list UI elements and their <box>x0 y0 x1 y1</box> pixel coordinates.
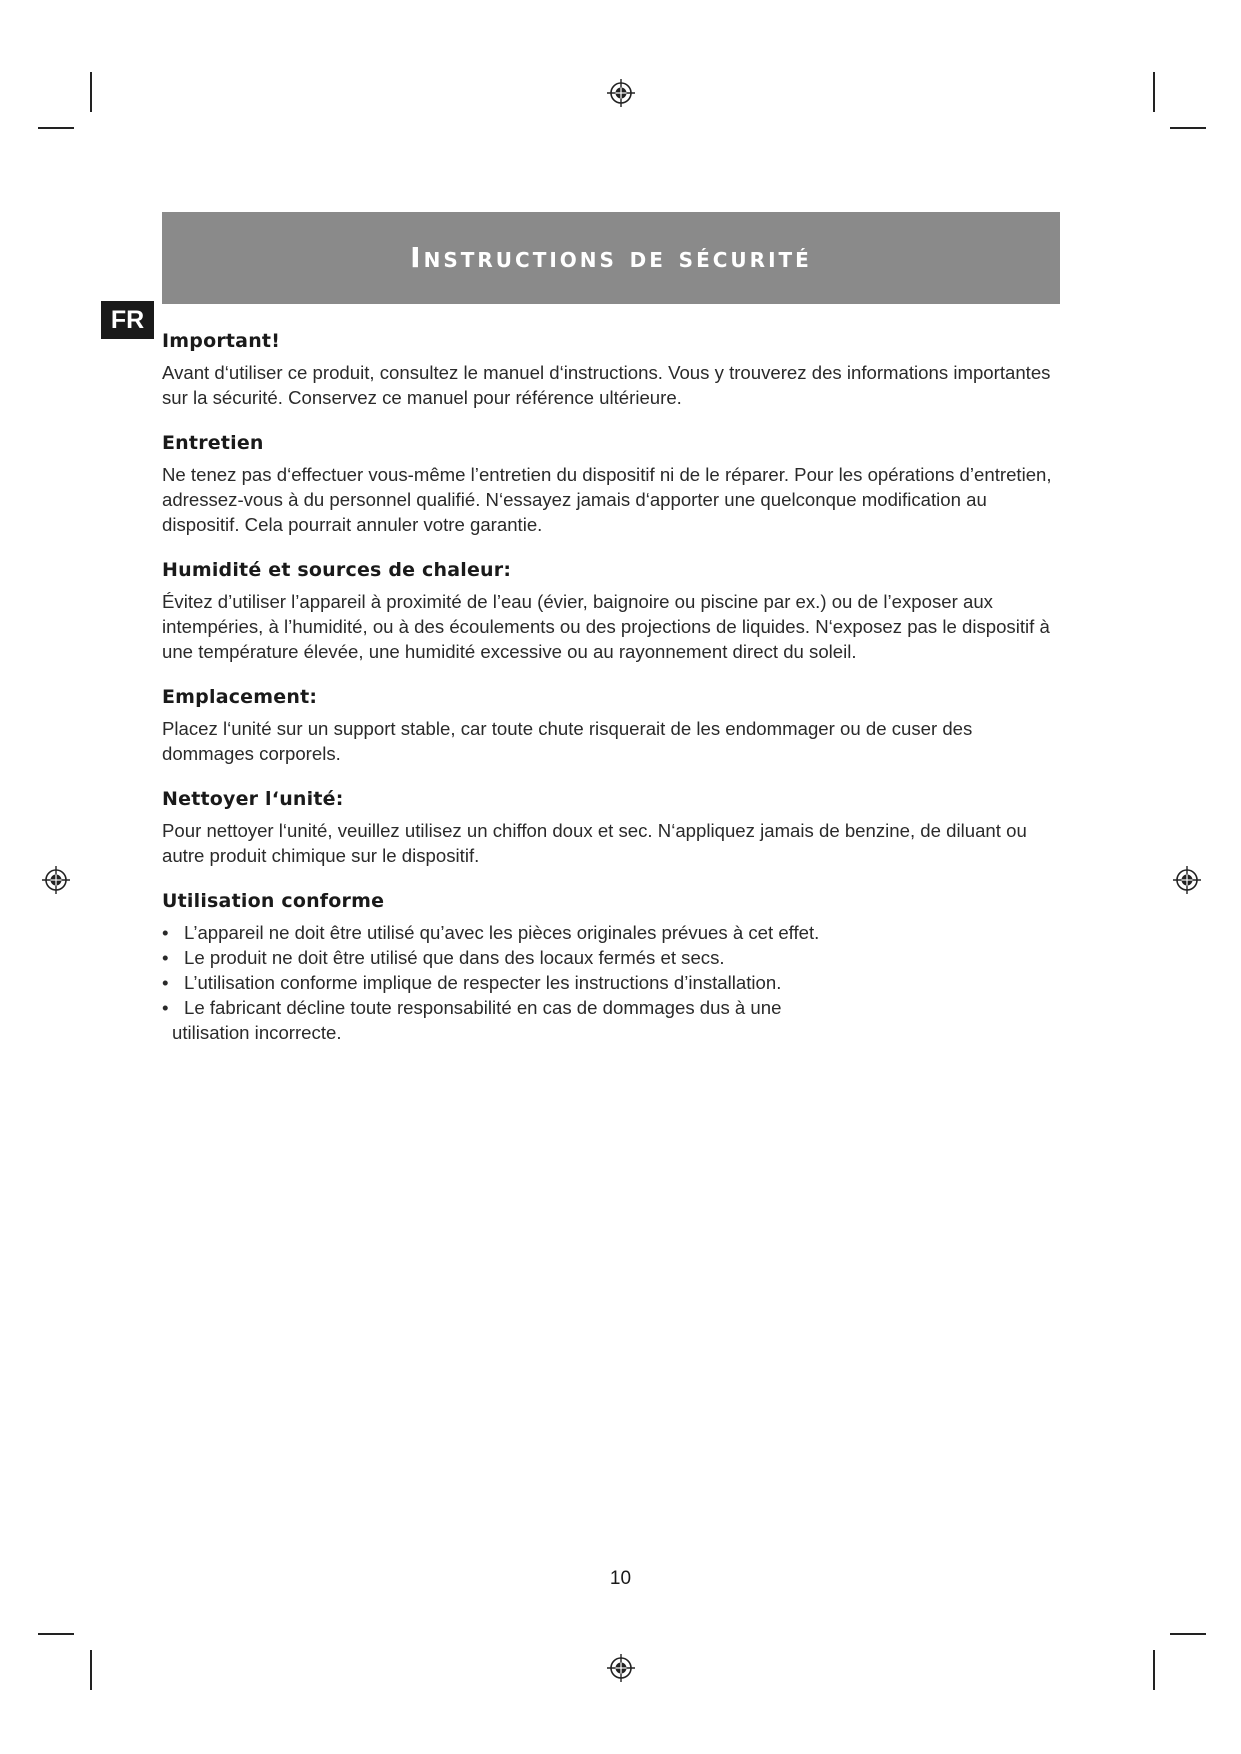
intended-use-list <box>162 920 852 1045</box>
section-cleaning <box>162 788 1062 868</box>
crop-mark-bottom-left-vertical <box>90 1650 92 1690</box>
language-tab: FR <box>101 301 154 339</box>
section-heading: Utilisation conforme <box>162 890 385 912</box>
list-item <box>162 995 852 1045</box>
bullet-icon: • <box>162 947 169 968</box>
registration-mark-top-icon <box>606 78 636 108</box>
crop-mark-top-left-vertical <box>90 72 92 112</box>
section-text: Placez l‘unité sur un support stable, car toute chute risquerait de les endommager ou de cuser des dommages corporels. <box>162 718 973 764</box>
page-title: Instructions de sécurité <box>410 241 812 274</box>
section-heading: Important! <box>162 330 281 352</box>
section-heading: Humidité et sources de chaleur: <box>162 559 512 581</box>
section-text: Avant d‘utiliser ce produit, consultez le manuel d‘instructions. Vous y trouverez des informations importantes sur la sécurité. Conservez ce manuel pour référence ultérieure. <box>162 362 1051 408</box>
crop-mark-bottom-right-vertical <box>1153 1650 1155 1690</box>
registration-mark-right-icon <box>1172 865 1202 895</box>
crop-mark-bottom-right-horizontal <box>1170 1633 1206 1635</box>
bullet-icon: • <box>162 997 169 1018</box>
list-item-text: Le produit ne doit être utilisé que dans des locaux fermés et secs. <box>184 947 725 968</box>
bullet-icon: • <box>162 922 169 943</box>
section-important <box>162 330 1062 410</box>
crop-mark-top-right-horizontal <box>1170 127 1206 129</box>
page-title-bar <box>162 212 1060 304</box>
crop-mark-top-left-horizontal <box>38 127 74 129</box>
section-placement <box>162 686 1062 766</box>
section-heading: Entretien <box>162 432 264 454</box>
page-number: 10 <box>609 1568 632 1589</box>
section-humidity-heat <box>162 559 1062 664</box>
crop-mark-bottom-left-horizontal <box>38 1633 74 1635</box>
list-item <box>162 920 852 945</box>
registration-mark-left-icon <box>41 865 71 895</box>
list-item <box>162 945 852 970</box>
bullet-icon: • <box>162 972 169 993</box>
section-heading: Nettoyer l‘unité: <box>162 788 344 810</box>
list-item-text: L’appareil ne doit être utilisé qu’avec les pièces originales prévues à cet effet. <box>184 922 820 943</box>
section-heading: Emplacement: <box>162 686 318 708</box>
registration-mark-bottom-icon <box>606 1653 636 1683</box>
section-intended-use <box>162 890 1062 1045</box>
section-maintenance <box>162 432 1062 537</box>
section-text: Évitez d’utiliser l’appareil à proximité de l’eau (évier, baignoire ou piscine par ex.) ou de l’exposer aux intempéries, à l’humidité, ou à des écoulements ou des projections de liquides. N‘exposez pas le dispositif à une température élevée, une humidité excessive ou au rayonnement direct du soleil. <box>162 591 1050 662</box>
section-text: Ne tenez pas d‘effectuer vous-même l’entretien du dispositif ni de le réparer. Pour les opérations d’entretien, adressez-vous à du personnel qualifié. N‘essayez jamais d‘apporter une quelconque modification au dispositif. Cela pourrait annuler votre garantie. <box>162 464 1052 535</box>
safety-content <box>162 330 1062 1067</box>
crop-mark-top-right-vertical <box>1153 72 1155 112</box>
list-item-text: Le fabricant décline toute responsabilité en cas de dommages dus à une utilisation incorrecte. <box>172 997 782 1043</box>
list-item <box>162 970 852 995</box>
list-item-text: L’utilisation conforme implique de respecter les instructions d’installation. <box>184 972 782 993</box>
section-text: Pour nettoyer l‘unité, veuillez utilisez un chiffon doux et sec. N‘appliquez jamais de benzine, de diluant ou autre produit chimique sur le dispositif. <box>162 820 1027 866</box>
